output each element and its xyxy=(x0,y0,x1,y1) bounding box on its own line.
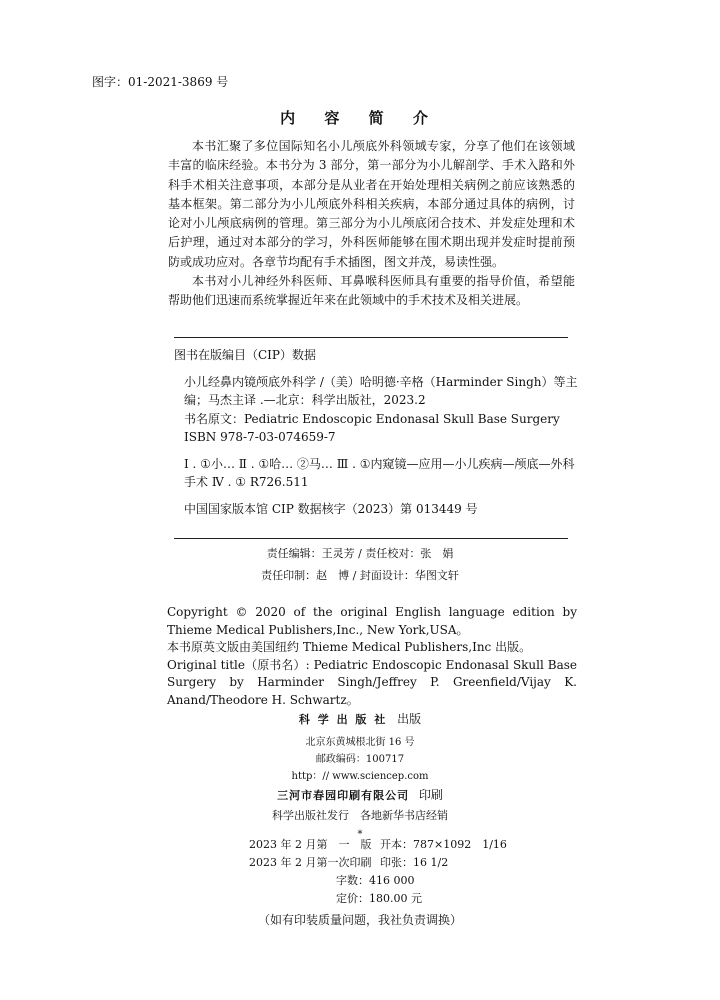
printer-name: 三河市春园印刷有限公司 xyxy=(277,789,410,802)
separator-star: * xyxy=(357,829,363,840)
specs-block xyxy=(0,836,720,905)
printer-suffix: 印刷 xyxy=(418,788,443,802)
copyright-line: Copyright © 2020 of the original English language edition by Thieme Medical Publishers,Inc., New York,USA。 xyxy=(167,605,577,637)
summary-paragraph: 本书对小儿神经外科医师、耳鼻喉科医师具有重要的指导价值，希望能帮助他们迅速而系统掌握近年来在此领域中的手术技术及相关进展。 xyxy=(168,274,575,308)
editors-block xyxy=(0,543,720,587)
cip-original-title: 书名原文：Pediatric Endoscopic Endonasal Skull Base Surgery xyxy=(184,411,560,426)
cip-number: 中国国家版本馆 CIP 数据核字（2023）第 013449 号 xyxy=(184,501,478,516)
cip-heading: 图书在版编目（CIP）数据 xyxy=(174,348,316,362)
cip-top-rule xyxy=(174,337,568,338)
registration-number: 图字：01-2021-3869 号 xyxy=(92,75,229,89)
spec-price: 定价：180.00 元 xyxy=(336,892,422,905)
quality-notice: （如有印装质量问题，我社负责调换） xyxy=(257,913,462,927)
original-title-line: Original title（原书名）: Pediatric Endoscopic Endonasal Skull Base Surgery by Harminder Singh/Jeffrey P. Greenfield/Vijay K. Anand/Theodore H. Schwartz。 xyxy=(167,657,577,707)
cip-author-line: 小儿经鼻内镜颅底外科学 /（美）哈明德·辛格（Harminder Singh）等主编；马杰主译 .—北京：科学出版社，2023.2 xyxy=(184,374,578,407)
summary-title: 内 容 简 介 xyxy=(280,109,440,127)
cip-bottom-rule xyxy=(174,538,568,539)
publisher-block xyxy=(0,709,720,843)
spec-sheets: 印张：16 1/2 xyxy=(380,856,449,869)
spec-format: 开本：787×1092 1/16 xyxy=(380,838,507,851)
editors-line: 责任编辑：王灵芳 / 责任校对：张 娟 xyxy=(266,547,454,560)
cip-classification: Ⅰ . ①小… Ⅱ . ①哈… ②马… Ⅲ . ①内窥镜—应用—小儿疾病—颅底—外科手术 Ⅳ . ① R726.511 xyxy=(184,456,575,489)
distribution-line: 科学出版社发行 各地新华书店经销 xyxy=(272,809,448,822)
publisher-name: 科 学 出 版 社 xyxy=(298,713,388,726)
cip-block xyxy=(174,346,584,518)
publisher-suffix: 出版 xyxy=(397,712,422,726)
summary-text xyxy=(168,137,575,311)
summary-paragraph: 本书汇聚了多位国际知名小儿颅底外科领域专家，分享了他们在该领域丰富的临床经验。本书分为 3 部分，第一部分为小儿解剖学、手术入路和外科手术相关注意事项，本部分是从业者在开始处理相关病例之前应该熟悉的基本框架。第二部分为小儿颅底外科相关疾病，本部分通过具体的病例，讨论对小儿颅底病例的管理。第三部分为小儿颅底闭合技术、并发症处理和术后护理，通过对本部分的学习，外科医师能够在围术期出现并发症时提前预防或成功应对。各章节均配有手术插图，图文并茂，易读性强。 xyxy=(168,139,575,269)
copyright-block xyxy=(167,604,577,709)
spec-edition: 2023 年 2 月第 一 版 xyxy=(249,838,372,851)
editors-line: 责任印制：赵 博 / 封面设计：华图文轩 xyxy=(261,569,459,582)
cip-isbn: ISBN 978-7-03-074659-7 xyxy=(184,430,336,444)
publisher-address: 北京东黄城根北街 16 号 xyxy=(305,737,415,748)
spec-words: 字数：416 000 xyxy=(336,874,415,887)
spec-printing: 2023 年 2 月第一次印刷 xyxy=(249,856,372,869)
copyright-chinese-line: 本书原英文版由美国纽约 Thieme Medical Publishers,Inc 出版。 xyxy=(167,640,532,654)
publisher-url: http：// www.sciencep.com xyxy=(291,771,429,782)
publisher-postcode: 邮政编码：100717 xyxy=(315,754,405,765)
